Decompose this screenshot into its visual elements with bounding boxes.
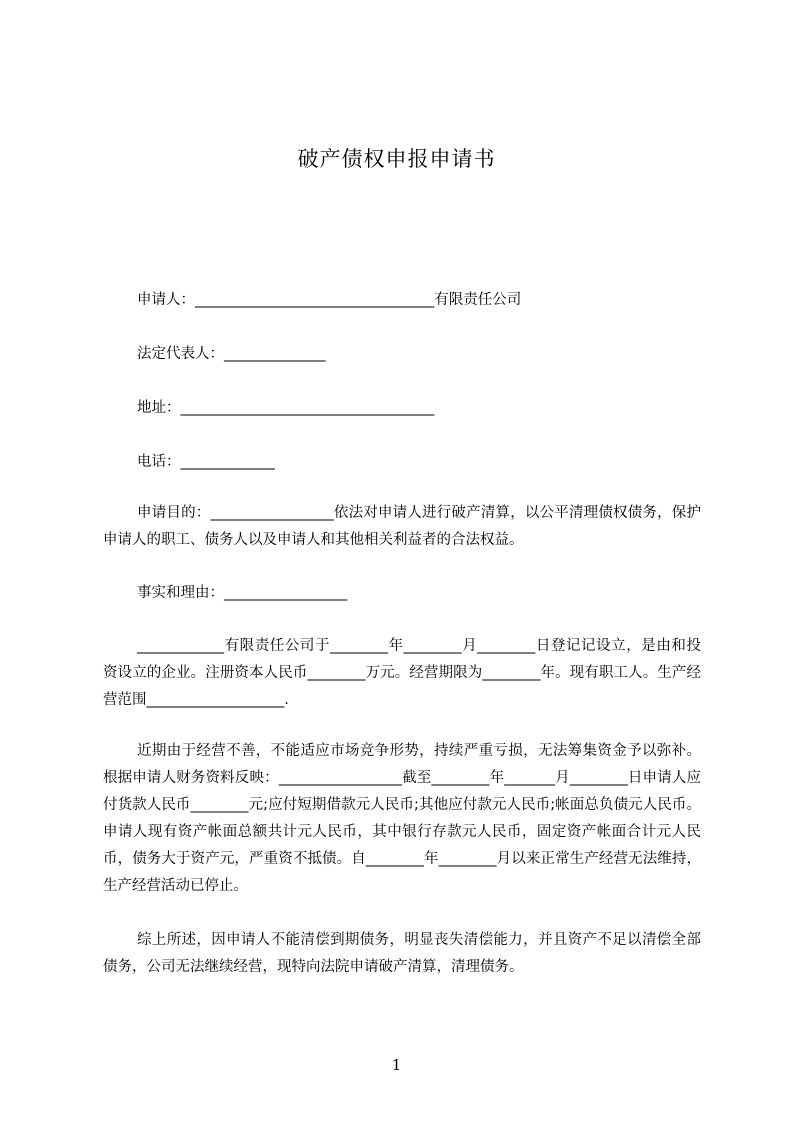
facts-heading: 事实和理由：_________________: [137, 585, 348, 601]
page-number: 1: [391, 1056, 402, 1074]
address-field: 地址：___________________________________: [137, 400, 435, 416]
conclusion-paragraph: 综上所述，因申请人不能清偿到期债务，明显丧失清偿能力，并且资产不足以清偿全部债务，公司无法继续经营，现特向法院申请破产清算，清理债务。: [103, 932, 701, 975]
purpose-paragraph: 申请目的：_________________依法对申请人进行破产清算，以公平清理债权债务，保护申请人的职工、债务人以及申请人和其他相关利益者的合法权益。: [103, 505, 701, 548]
company-info-paragraph: ____________有限责任公司于________年________月________日登记记设立，是由和投资设立的企业。注册资本人民币________万元。经营期限为________年。现有职工人。生产经营范围___________________.: [103, 638, 701, 708]
legal-representative-field: 法定代表人：______________: [137, 346, 326, 362]
phone-field: 电话：_____________: [137, 454, 275, 470]
applicant-field: 申请人：_________________________________有限责任公司: [137, 292, 522, 308]
financial-status-paragraph: 近期由于经营不善，不能适应市场竞争形势，持续严重亏损，无法筹集资金予以弥补。根据申请人财务资料反映：_________________截至________年_______月________日申请人应付货款人民币________元;应付短期借款元人民币;其他应付款元人民币;帐面总负债元人民币。申请人现有资产帐面总额共计元人民币，其中银行存款元人民币，固定资产帐面合计元人民币，债务大于资产元，严重资不抵债。自________年________月以来正常生产经营无法维持，生产经营活动已停止。: [103, 743, 701, 894]
document-title: 破产债权申报申请书: [297, 147, 496, 171]
